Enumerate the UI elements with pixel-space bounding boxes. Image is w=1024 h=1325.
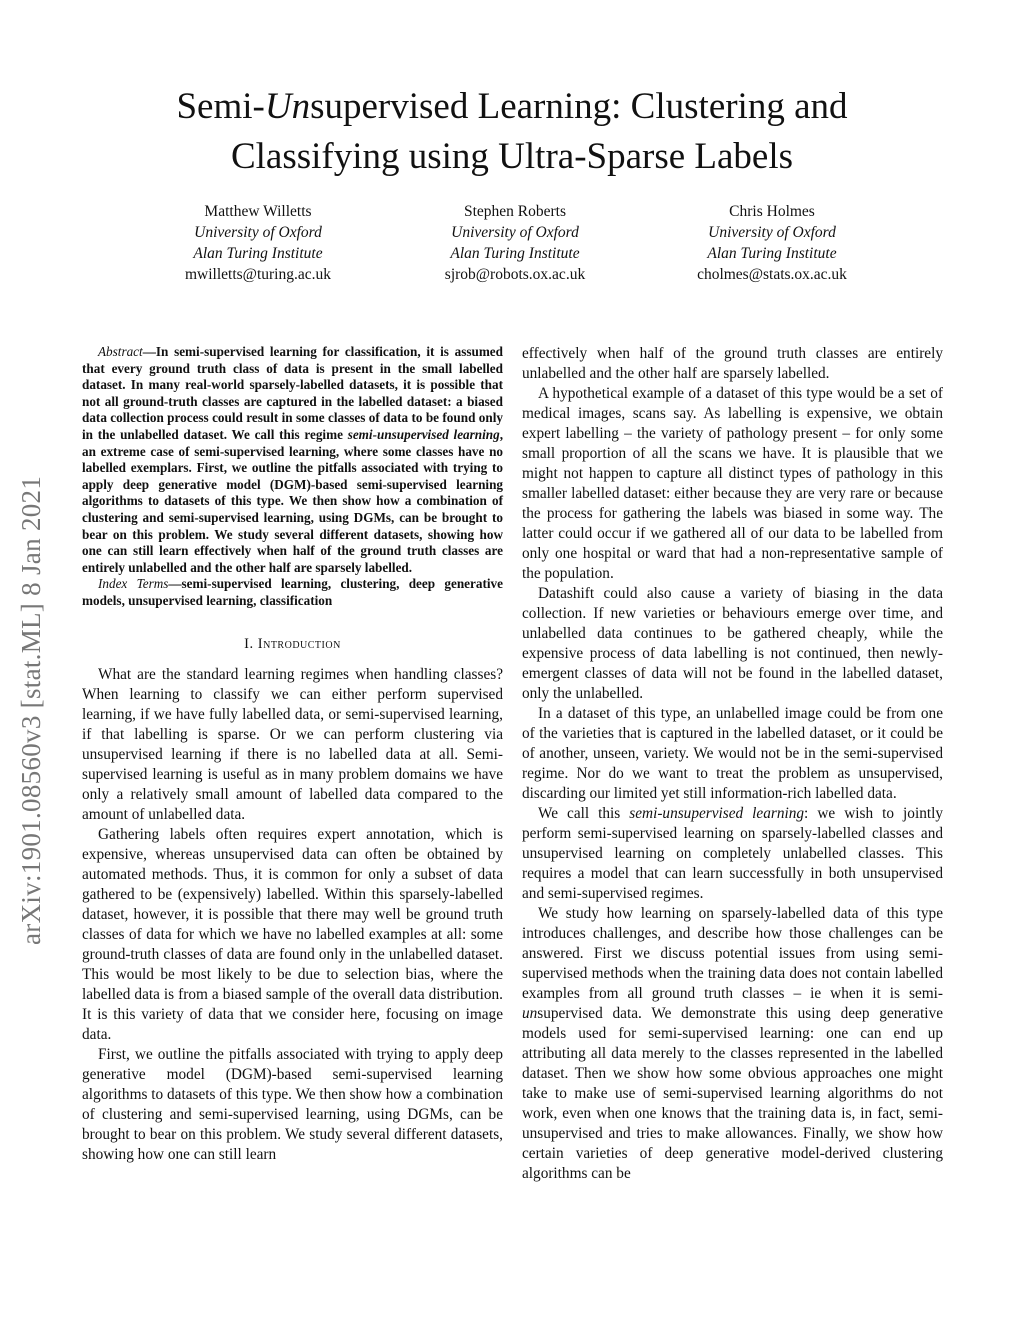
text: We study how learning on sparsely-labelled data of this type introduces challenges, and describe how those challenges can be answered. First we discuss potential issues from using semi-supervised methods when the training data does not contain labelled examples from all ground truth classes – ie when it is semi- [522, 905, 943, 1002]
arxiv-identifier: arXiv:1901.08560v3 [stat.ML] 8 Jan 2021 [16, 475, 46, 945]
text: We call this [538, 805, 630, 822]
index-terms-text: —semi-supervised learning, clustering, deep generative models, unsupervised learning, classification [82, 576, 503, 608]
author-affiliation: University of Oxford [451, 224, 579, 241]
paragraph: A hypothetical example of a dataset of this type would be a set of medical images, scans say. As labelling is expensive, we obtain expert labelling – the variety of pathology present – for only some small proportion of all the scans we have. It is plausible that we might not happen to capture all distinct types of pathology in this smaller labelled dataset: either because they are very rare or because the process for gathering the labels was biased in some way. The latter could occur if we gathered all of our data to be labelled from only one hospital or ward that had a non-representative sample of the population. [522, 385, 943, 582]
author-affiliation: University of Oxford [708, 224, 836, 241]
title-text: Semi- [176, 86, 265, 127]
text: supervised data. We demonstrate this using deep generative models used for semi-supervised learning: one can end up attributing all data merely to the classes represented in the labelled dataset. Then we show how some obvious approaches one might take to make use of semi-supervised learning algorithms do not work, even when one knows that the training data is, in fact, semi-unsupervised and tries to make allowances. Finally, we show how certain varieties of deep generative model-derived clustering algorithms can be [522, 1005, 943, 1182]
author-affiliation: University of Oxford [194, 224, 322, 241]
index-terms [82, 576, 503, 609]
author [387, 201, 643, 285]
author [130, 201, 386, 285]
index-terms-label: Index Terms [98, 576, 169, 592]
author-name: Chris Holmes [729, 203, 815, 220]
emphasized-text: un [522, 1005, 538, 1022]
author-email: sjrob@robots.ox.ac.uk [444, 266, 586, 283]
author-affiliation: Alan Turing Institute [450, 245, 580, 262]
paper-title [0, 82, 1024, 182]
emphasized-term: semi-unsupervised learning [629, 805, 805, 822]
section-number: I. [244, 635, 254, 652]
abstract-text: , an extreme case of semi-supervised learning, where some classes have no labelled exemplars. First, we outline the pitfalls associated with trying to apply deep generative model (DGM)-based semi-supervised learning algorithms to datasets of this type. We then show how a combination of clustering and semi-supervised learning, using DGMs, can be brought to bear on this problem. We study several different datasets, showing how one can still learn effectively when half of the ground truth classes are entirely unlabelled and the other half are sparsely labelled. [82, 426, 504, 575]
abstract [82, 344, 503, 576]
section-heading [82, 636, 503, 653]
abstract-term: semi-unsupervised learning [347, 426, 500, 442]
paragraph [522, 904, 943, 1184]
title-italic: Un [264, 86, 311, 127]
author-affiliation: Alan Turing Institute [193, 245, 323, 262]
paragraph: In a dataset of this type, an unlabelled image could be from one of the varieties that is captured in the labelled dataset, or it could be of another, unseen, variety. We would not be in the semi-supervised regime. Nor do we want to treat the problem as unsupervised, discarding our limited yet still information-rich labelled data. [522, 705, 943, 802]
paragraph: Datashift could also cause a variety of biasing in the data collection. If new varieties or behaviours emerge over time, and unlabelled data continues to be gathered cheaply, while the expensive process of data labelling is not continued, then newly-emergent classes of data will not be found in the labelled dataset, only the unlabelled. [522, 585, 943, 702]
right-column [522, 344, 943, 1184]
paragraph: First, we outline the pitfalls associated with trying to apply deep generative model (DGM)-based semi-supervised learning algorithms to datasets of this type. We then show how a combination of clustering and semi-supervised learning, using DGMs, can be brought to bear on this problem. We study several different datasets, showing how one can still learn [82, 1045, 503, 1163]
paragraph: What are the standard learning regimes when handling classes? When learning to classify we can either perform supervised learning, if we have fully labelled data, or semi-supervised learning, if that labelling is sparse. Or we can perform clustering via unsupervised learning if there is no labelled data at all. Semi-supervised learning is useful as in many problem domains we have only a relatively small amount of labelled data compared to the amount of unlabelled data. [82, 665, 503, 823]
author [644, 201, 900, 285]
text: : we wish to jointly perform semi-supervised learning on sparsely-labelled classes and unsupervised learning on completely unlabelled classes. This requires a model that can learn successfully in both unsupervised and semi-supervised regimes. [522, 805, 944, 902]
section-title: Introduction [257, 635, 341, 652]
author-affiliation: Alan Turing Institute [707, 245, 837, 262]
left-column [82, 344, 503, 1165]
title-text: supervised Learning: Clustering and [310, 86, 848, 127]
author-email: mwilletts@turing.ac.uk [184, 266, 331, 283]
author-email: cholmes@stats.ox.ac.uk [697, 266, 847, 283]
author-name: Stephen Roberts [463, 203, 567, 220]
paragraph: effectively when half of the ground truth classes are entirely unlabelled and the other half are sparsely labelled. [522, 345, 943, 382]
paragraph: Gathering labels often requires expert annotation, which is expensive, whereas unsupervised data can often be obtained by automated methods. Thus, it is common for only a subset of data gathered to be (expensively) labelled. Within this sparsely-labelled dataset, however, it is possible that there may well be ground truth classes of data for which we have no labelled examples at all: some ground-truth classes of data are found only in the unlabelled dataset. This would be most likely to be due to selection bias, where the labelled data is from a biased sample of the overall data distribution. It is this variety of data that we consider here, focusing on image data. [82, 825, 503, 1043]
title-line-2: Classifying using Ultra-Sparse Labels [230, 136, 794, 177]
paragraph [522, 804, 943, 904]
abstract-text: —In semi-supervised learning for classification, it is assumed that every ground truth class of data is present in the small labelled dataset. In many real-world sparsely-labelled datasets, it is possible that not all ground-truth classes are captured in the labelled dataset: a biased data collection process could result in some classes of data to be found only in the unlabelled dataset. We call this regime [82, 344, 503, 442]
author-list [130, 201, 900, 285]
author-name: Matthew Willetts [204, 203, 312, 220]
abstract-label: Abstract [98, 344, 143, 359]
